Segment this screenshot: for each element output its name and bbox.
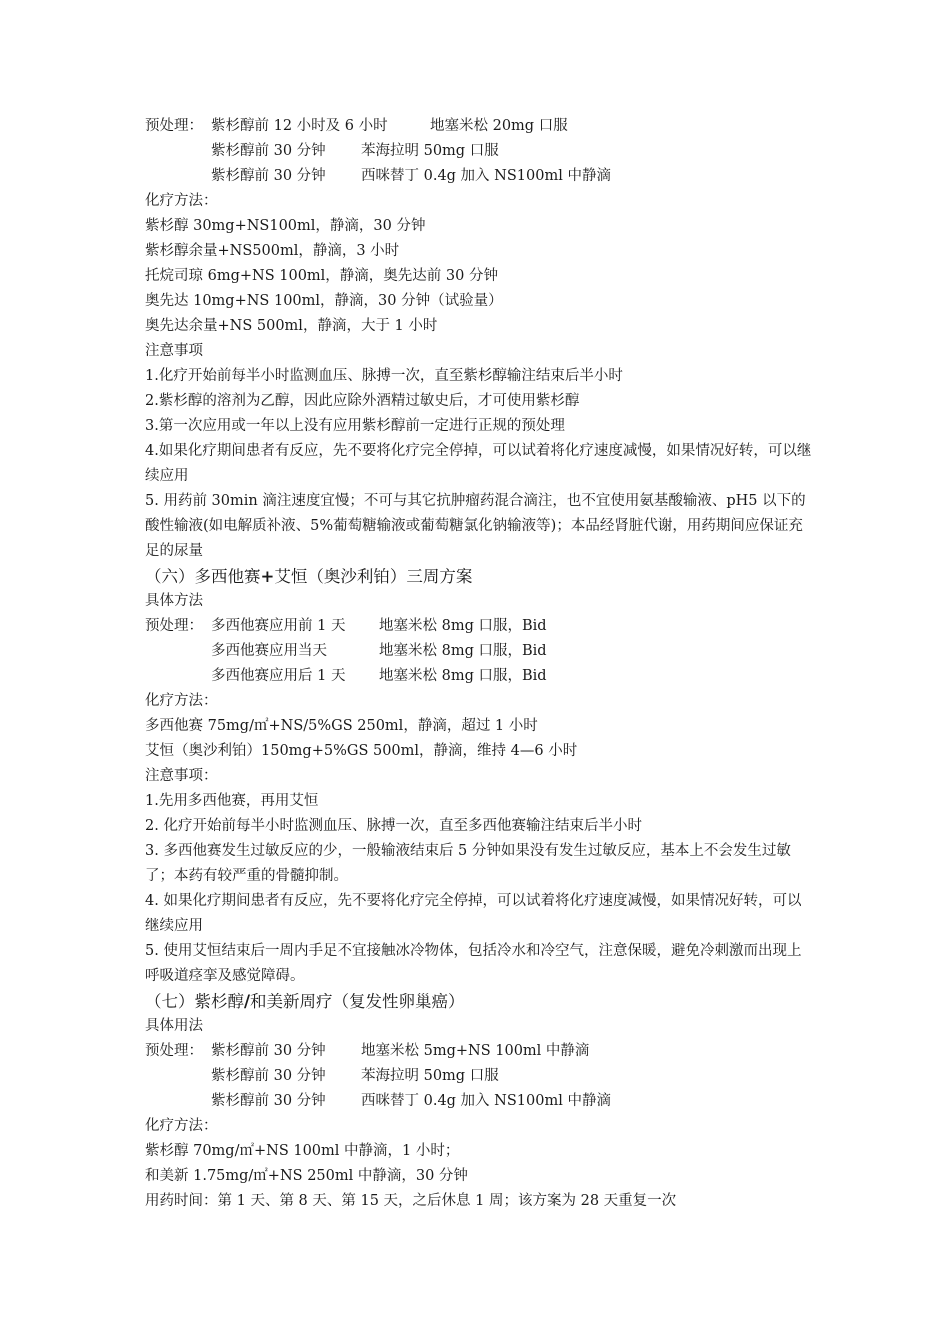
note-item: 4. 如果化疗期间患者有反应，先不要将化疗完全停掉，可以试着将化疗速度减慢，如果情况好转，可以继续应用 — [145, 893, 802, 934]
pretreatment-row — [145, 1064, 815, 1089]
section-title-part: 和美新周疗（复发性卵巢癌） — [250, 992, 465, 1011]
note-item: 2.紫杉醇的溶剂为乙醇，因此应除外酒精过敏史后，才可使用紫杉醇 — [145, 393, 580, 409]
chemo-line: 紫杉醇余量+NS500ml，静滴，3 小时 — [145, 243, 400, 259]
pretreatment-row — [145, 614, 815, 639]
pretreatment-row — [145, 139, 815, 164]
pretreatment-drug: 地塞米松 8mg 口服，Bid — [379, 643, 547, 659]
note-item: 5. 用药前 30min 滴注速度宜慢；不可与其它抗肿瘤药混合滴注，也不宜使用氨基酸输液、pH5 以下的酸性输液(如电解质补液、5%葡萄糖输液或葡萄糖氯化钠输液等)；本品经肾脏代谢，用药期间应保证充足的尿量 — [145, 493, 806, 559]
pretreatment-label: 预处理： — [145, 1043, 203, 1059]
pretreatment-row — [145, 1089, 815, 1114]
method-label: 具体用法 — [145, 1018, 203, 1034]
note-item: 3. 多西他赛发生过敏反应的少，一般输液结束后 5 分钟如果没有发生过敏反应，基本上不会发生过敏了；本药有较严重的骨髓抑制。 — [145, 843, 791, 884]
pretreatment-time: 紫杉醇前 30 分钟 — [211, 168, 326, 184]
section-title-part: （六）多西他赛 — [145, 567, 261, 586]
pretreatment-drug: 西咪替丁 0.4g 加入 NS100ml 中静滴 — [361, 168, 611, 184]
note-item: 3.第一次应用或一年以上没有应用紫杉醇前一定进行正规的预处理 — [145, 418, 565, 434]
notes-label: 注意事项： — [145, 768, 218, 784]
chemo-line: 用药时间：第 1 天、第 8 天、第 15 天，之后休息 1 周；该方案为 28 天重复一次 — [145, 1193, 677, 1209]
pretreatment-row — [145, 164, 815, 189]
chemo-label: 化疗方法： — [145, 193, 218, 209]
section-title-part: / — [244, 992, 251, 1011]
pretreatment-row — [145, 664, 815, 689]
section-title-part: （七）紫杉醇 — [145, 992, 244, 1011]
pretreatment-time: 紫杉醇前 30 分钟 — [211, 1043, 326, 1059]
chemo-label: 化疗方法： — [145, 693, 218, 709]
note-item: 1.先用多西他赛，再用艾恒 — [145, 793, 319, 809]
pretreatment-time: 紫杉醇前 30 分钟 — [211, 1093, 326, 1109]
pretreatment-time: 多西他赛应用前 1 天 — [211, 618, 346, 634]
pretreatment-drug: 苯海拉明 50mg 口服 — [361, 143, 499, 159]
pretreatment-label: 预处理： — [145, 618, 203, 634]
pretreatment-row — [145, 114, 815, 139]
pretreatment-time: 紫杉醇前 30 分钟 — [211, 1068, 326, 1084]
section-title — [145, 989, 815, 1014]
chemo-line: 奥先达余量+NS 500ml，静滴，大于 1 小时 — [145, 318, 438, 334]
section-title-part: + — [260, 567, 275, 586]
pretreatment-row — [145, 639, 815, 664]
note-item: 2. 化疗开始前每半小时监测血压、脉搏一次，直至多西他赛输注结束后半小时 — [145, 818, 642, 834]
chemo-line: 紫杉醇 70mg/㎡+NS 100ml 中静滴，1 小时； — [145, 1143, 460, 1159]
pretreatment-drug: 苯海拉明 50mg 口服 — [361, 1068, 499, 1084]
document-page — [145, 114, 815, 1214]
section-title-part: 艾恒（奥沙利铂）三周方案 — [274, 567, 473, 586]
pretreatment-drug: 地塞米松 20mg 口服 — [430, 118, 568, 134]
pretreatment-drug: 西咪替丁 0.4g 加入 NS100ml 中静滴 — [361, 1093, 611, 1109]
pretreatment-time: 紫杉醇前 12 小时及 6 小时 — [211, 118, 388, 134]
chemo-line: 多西他赛 75mg/㎡+NS/5%GS 250ml，静滴，超过 1 小时 — [145, 718, 538, 734]
pretreatment-drug: 地塞米松 8mg 口服，Bid — [379, 618, 547, 634]
chemo-line: 奥先达 10mg+NS 100ml，静滴，30 分钟（试验量） — [145, 293, 503, 309]
pretreatment-time: 紫杉醇前 30 分钟 — [211, 143, 326, 159]
chemo-line: 和美新 1.75mg/㎡+NS 250ml 中静滴，30 分钟 — [145, 1168, 468, 1184]
chemo-line: 托烷司琼 6mg+NS 100ml，静滴，奥先达前 30 分钟 — [145, 268, 498, 284]
pretreatment-drug: 地塞米松 5mg+NS 100ml 中静滴 — [361, 1043, 590, 1059]
pretreatment-drug: 地塞米松 8mg 口服，Bid — [379, 668, 547, 684]
method-label: 具体方法 — [145, 593, 203, 609]
chemo-label: 化疗方法： — [145, 1118, 218, 1134]
note-item: 1.化疗开始前每半小时监测血压、脉搏一次，直至紫杉醇输注结束后半小时 — [145, 368, 623, 384]
notes-label: 注意事项 — [145, 343, 203, 359]
pretreatment-label: 预处理： — [145, 118, 203, 134]
note-item: 4.如果化疗期间患者有反应，先不要将化疗完全停掉，可以试着将化疗速度减慢，如果情况好转，可以继续应用 — [145, 443, 812, 484]
section-title — [145, 564, 815, 589]
note-item: 5. 使用艾恒结束后一周内手足不宜接触冰冷物体，包括冷水和冷空气，注意保暖，避免冷刺激而出现上呼吸道痉挛及感觉障碍。 — [145, 943, 802, 984]
pretreatment-time: 多西他赛应用后 1 天 — [211, 668, 346, 684]
pretreatment-time: 多西他赛应用当天 — [211, 643, 327, 659]
chemo-line: 紫杉醇 30mg+NS100ml，静滴，30 分钟 — [145, 218, 426, 234]
chemo-line: 艾恒（奥沙利铂）150mg+5%GS 500ml，静滴，维持 4—6 小时 — [145, 743, 578, 759]
pretreatment-row — [145, 1039, 815, 1064]
